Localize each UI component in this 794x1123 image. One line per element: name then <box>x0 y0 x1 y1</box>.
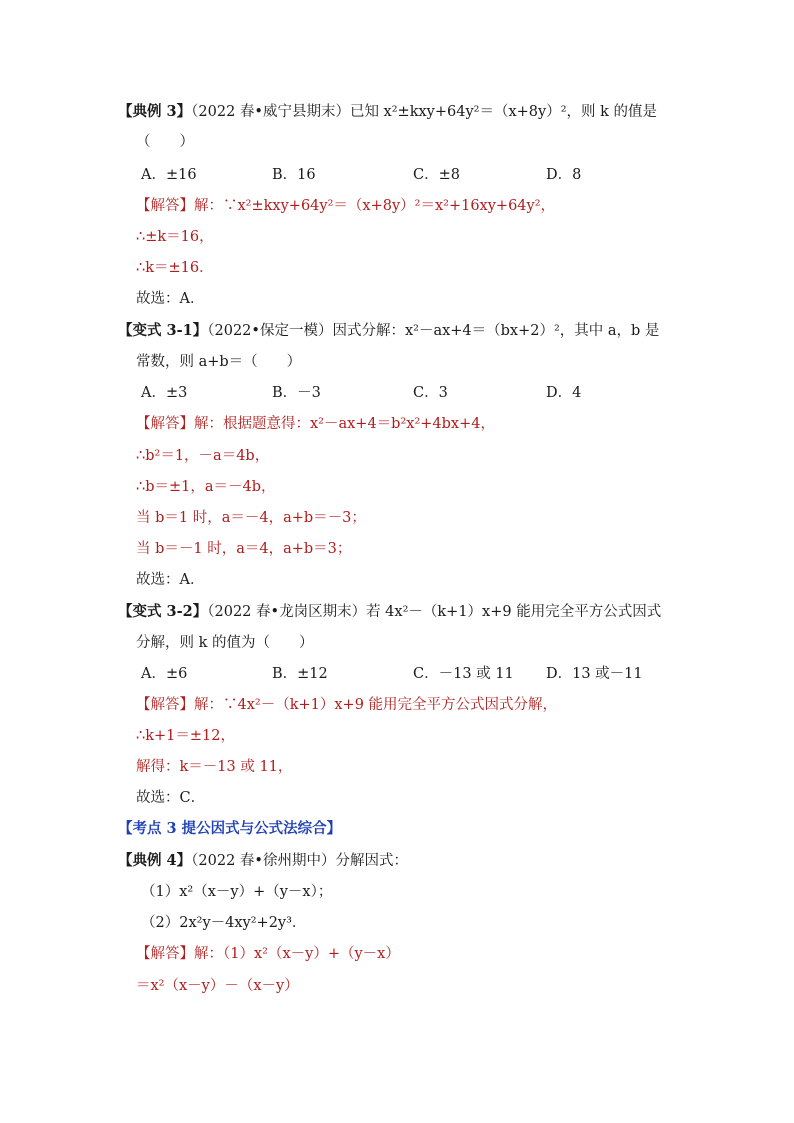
variant-3-1-answer-line-3: ∴b＝±1，a＝－4b， <box>136 479 276 495</box>
example-3-option-a: A．±16 <box>141 167 197 183</box>
example-3-answer-text: 解：∵x²±kxy+64y²＝（x+8y）²＝x²+16xy+64y²， <box>194 198 556 214</box>
example-4-answer-tag: 【解答】 <box>136 946 194 962</box>
example-3-stem-text: （2022 春•威宁县期末）已知 x²±kxy+64y²＝（x+8y）²，则 k 的值是 <box>191 104 658 120</box>
example-3-answer-line-3: ∴k＝±16． <box>136 260 214 276</box>
variant-3-2-choice: 故选：C． <box>136 790 206 806</box>
example-4-answer-line-1 <box>136 944 400 964</box>
example-4-answer-line-2: ＝x²（x－y）－（x－y） <box>136 978 299 994</box>
variant-3-1-answer-line-5: 当 b＝－1 时，a＝4，a+b＝3； <box>136 541 352 557</box>
variant-3-2-answer-text: 解：∵4x²－（k+1）x+9 能用完全平方公式因式分解， <box>194 697 558 713</box>
variant-3-1-answer-tag: 【解答】 <box>136 416 194 432</box>
example-4-tag: 【典例 4】 <box>118 852 192 869</box>
variant-3-2-stem-cont: 分解，则 k 的值为（ ） <box>136 635 314 651</box>
example-3-option-d: D．8 <box>546 167 582 183</box>
variant-3-1-stem-cont: 常数，则 a+b＝（ ） <box>136 354 302 370</box>
variant-3-1-tag: 【变式 3-1】 <box>118 322 208 339</box>
example-4-answer-text: 解：（1）x²（x－y）+（y－x） <box>194 946 400 962</box>
variant-3-2-answer-line-3: 解得：k＝－13 或 11， <box>136 759 293 775</box>
variant-3-1-option-b: B．－3 <box>272 385 321 401</box>
example-4-question-2: （2）2x²y－4xy²+2y³． <box>141 915 307 931</box>
variant-3-1-answer-line-4: 当 b＝1 时，a＝－4，a+b＝－3； <box>136 510 366 526</box>
example-3-choice: 故选：A． <box>136 291 205 307</box>
variant-3-1-option-d: D．4 <box>546 385 582 401</box>
example-3-tag: 【典例 3】 <box>118 103 192 120</box>
variant-3-1-option-a: A．±3 <box>141 385 188 401</box>
example-3-answer-line-2: ∴±k＝16， <box>136 229 214 245</box>
section-3-title: 【考点 3 提公因式与公式法综合】 <box>118 820 342 837</box>
variant-3-2-stem <box>118 602 661 622</box>
example-3-option-c: C．±8 <box>413 167 460 183</box>
variant-3-2-option-c: C．－13 或 11 <box>413 666 514 682</box>
variant-3-1-stem <box>118 321 659 341</box>
variant-3-2-option-a: A．±6 <box>141 666 188 682</box>
variant-3-2-answer-line-1 <box>136 695 557 715</box>
variant-3-2-option-d: D．13 或－11 <box>546 666 643 682</box>
variant-3-1-answer-line-1 <box>136 414 495 434</box>
example-3-answer-tag: 【解答】 <box>136 198 194 214</box>
example-3-answer-line-1 <box>136 196 555 216</box>
example-4-stem <box>118 851 408 871</box>
example-4-stem-text: （2022 春•徐州期中）分解因式： <box>191 853 408 869</box>
example-3-stem-cont: （ ） <box>136 134 194 150</box>
variant-3-2-answer-tag: 【解答】 <box>136 697 194 713</box>
example-3-stem <box>118 102 657 122</box>
variant-3-2-answer-line-2: ∴k+1＝±12， <box>136 728 235 744</box>
variant-3-1-option-c: C．3 <box>413 385 448 401</box>
variant-3-1-answer-line-2: ∴b²＝1，－a＝4b， <box>136 448 270 464</box>
variant-3-2-stem-text: （2022 春•龙岗区期末）若 4x²－（k+1）x+9 能用完全平方公式因式 <box>207 604 662 620</box>
variant-3-1-answer-text: 解：根据题意得：x²－ax+4＝b²x²+4bx+4， <box>194 416 495 432</box>
variant-3-2-tag: 【变式 3-2】 <box>118 603 208 620</box>
variant-3-1-choice: 故选：A． <box>136 572 205 588</box>
variant-3-1-stem-text: （2022•保定一模）因式分解：x²－ax+4＝（bx+2）²，其中 a，b 是 <box>207 323 660 339</box>
variant-3-2-option-b: B．±12 <box>272 666 328 682</box>
example-3-option-b: B．16 <box>272 167 316 183</box>
example-4-question-1: （1）x²（x－y）+（y－x）； <box>141 884 333 900</box>
